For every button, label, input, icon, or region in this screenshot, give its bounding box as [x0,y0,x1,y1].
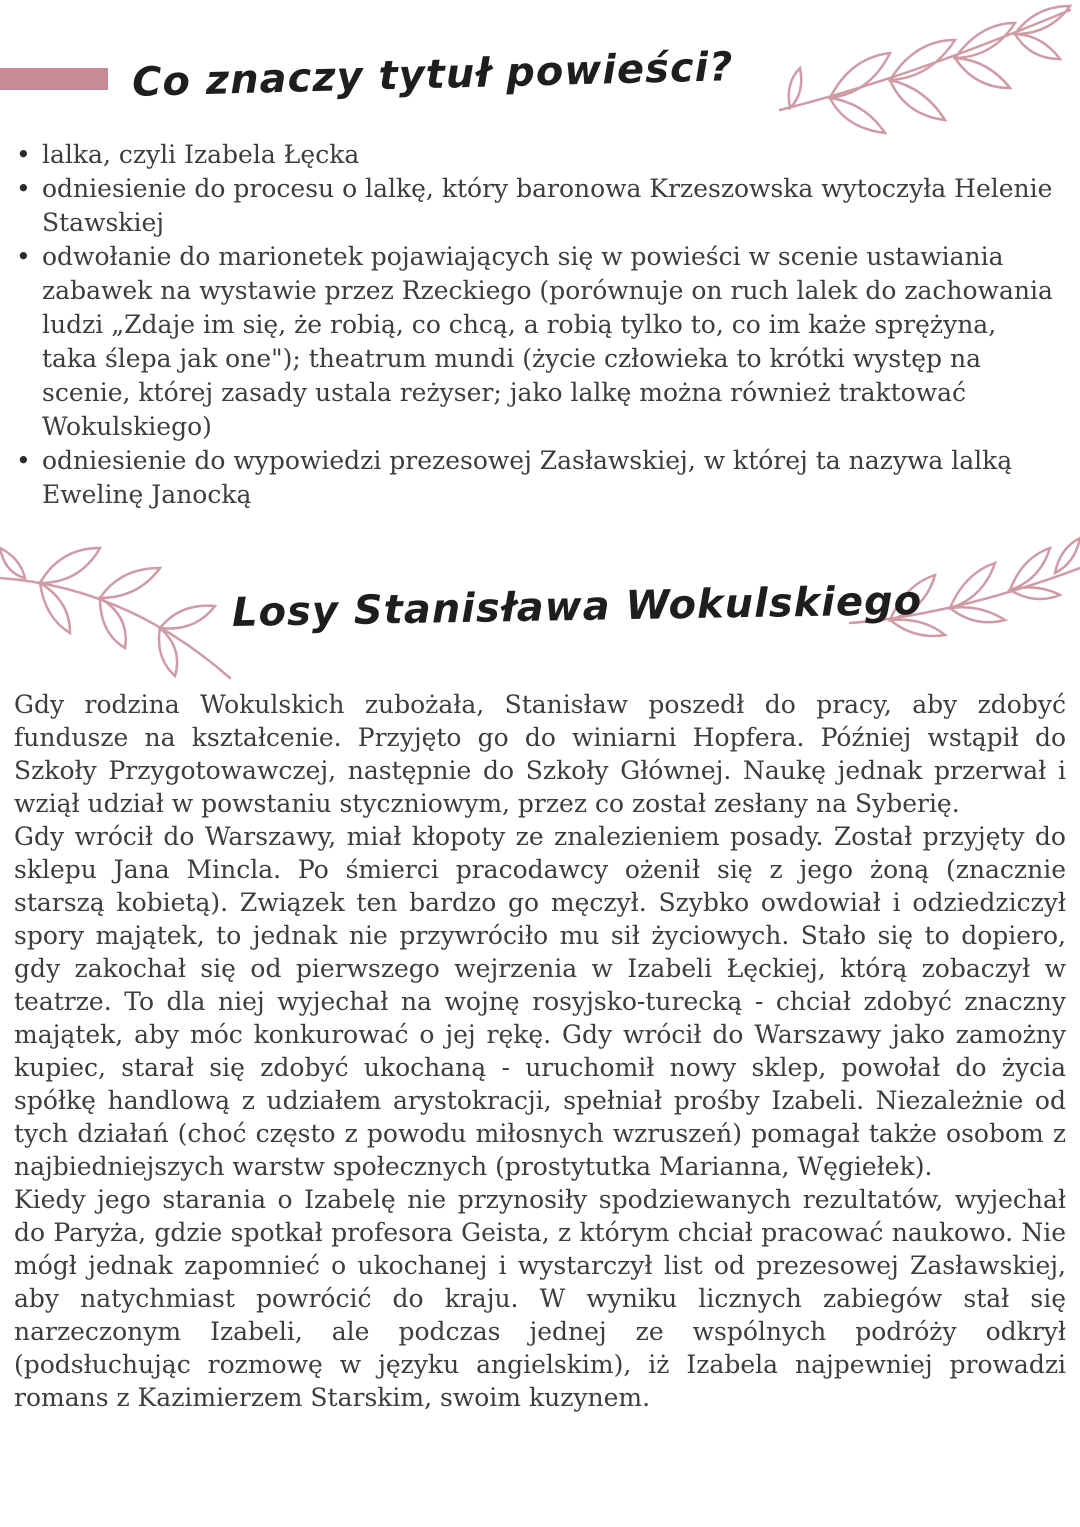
title-meaning-list [14,138,1059,512]
section-title-novel-title: Co znaczy tytuł powieści? [131,44,735,106]
paragraph: Gdy rodzina Wokulskich zubożała, Stanisław poszedł do pracy, aby zdobyć fundusze na kształcenie. Przyjęto go do winiarni Hopfera. Później wstąpił do Szkoły Przygotowawczej, następnie do Szkoły Głównej. Naukę jednak przerwał i wziął udział w powstaniu styczniowym, przez co został zesłany na Syberię. [14,690,1066,818]
paragraph: Gdy wrócił do Warszawy, miał kłopoty ze znalezieniem posady. Został przyjęty do sklepu Jana Mincla. Po śmierci pracodawcy ożenił się z jego żoną (znacznie starszą kobietą). Związek ten bardzo go męczył. Szybko owdowiał i odziedziczył spory majątek, to jednak nie przywróciło mu sił życiowych. Stało się to dopiero, gdy zakochał się od pierwszego wejrzenia w Izabeli Łęckiej, którą zobaczył w teatrze. To dla niej wyjechał na wojnę rosyjsko-turecką - chciał zdobyć znaczny majątek, aby móc konkurować o jej rękę. Gdy wrócił do Warszawy jako zamożny kupiec, starał się zdobyć ukochaną - uruchomił nowy sklep, powołał do życia spółkę handlową z udziałem arystokracji, spełniał prośby Izabeli. Niezależnie od tych działań (choć często z powodu miłosnych wzruszeń) pomagał także osobom z najbiedniejszych warstw społecznych (prostytutka Marianna, Węgiełek). [14,822,1066,1181]
leaf-branch-icon [0,528,240,688]
list-item: • odwołanie do marionetek pojawiających się w powieści w scenie ustawiania zabawek na wystawie przez Rzeckiego (porównuje on ruch lalek do zachowania ludzi „Zdaje im się, że robią, co chcą, a robią tylko to, co im każe sprężyna, taka ślepa jak one"); theatrum mundi (życie człowieka to krótki występ na scenie, której zasady ustala reżyser; jako lalkę można również traktować Wokulskiego) [14,240,1059,444]
wokulski-biography [14,688,1066,1414]
accent-bar [0,68,108,90]
list-item: • lalka, czyli Izabela Łęcka [14,138,1059,172]
list-item: • odniesienie do wypowiedzi prezesowej Zasławskiej, w której ta nazywa lalką Ewelinę Janocką [14,444,1059,512]
leaf-branch-icon [770,0,1080,160]
section-title-wokulski-fate: Losy Stanisława Wokulskiego [231,577,923,637]
list-item: • odniesienie do procesu o lalkę, który baronowa Krzeszowska wytoczyła Helenie Stawskiej [14,172,1059,240]
paragraph: Kiedy jego starania o Izabelę nie przynosiły spodziewanych rezultatów, wyjechał do Paryża, gdzie spotkał profesora Geista, z którym chciał pracować naukowo. Nie mógł jednak zapomnieć o ukochanej i wystarczył list od prezesowej Zasławskiej, aby natychmiast powrócić do kraju. W wyniku licznych zabiegów stał się narzeczonym Izabeli, ale podczas jednej ze wspólnych podróży odkrył (podsłuchując rozmowę w języku angielskim), iż Izabela najpewniej prowadzi romans z Kazimierzem Starskim, swoim kuzynem. [14,1185,1066,1412]
